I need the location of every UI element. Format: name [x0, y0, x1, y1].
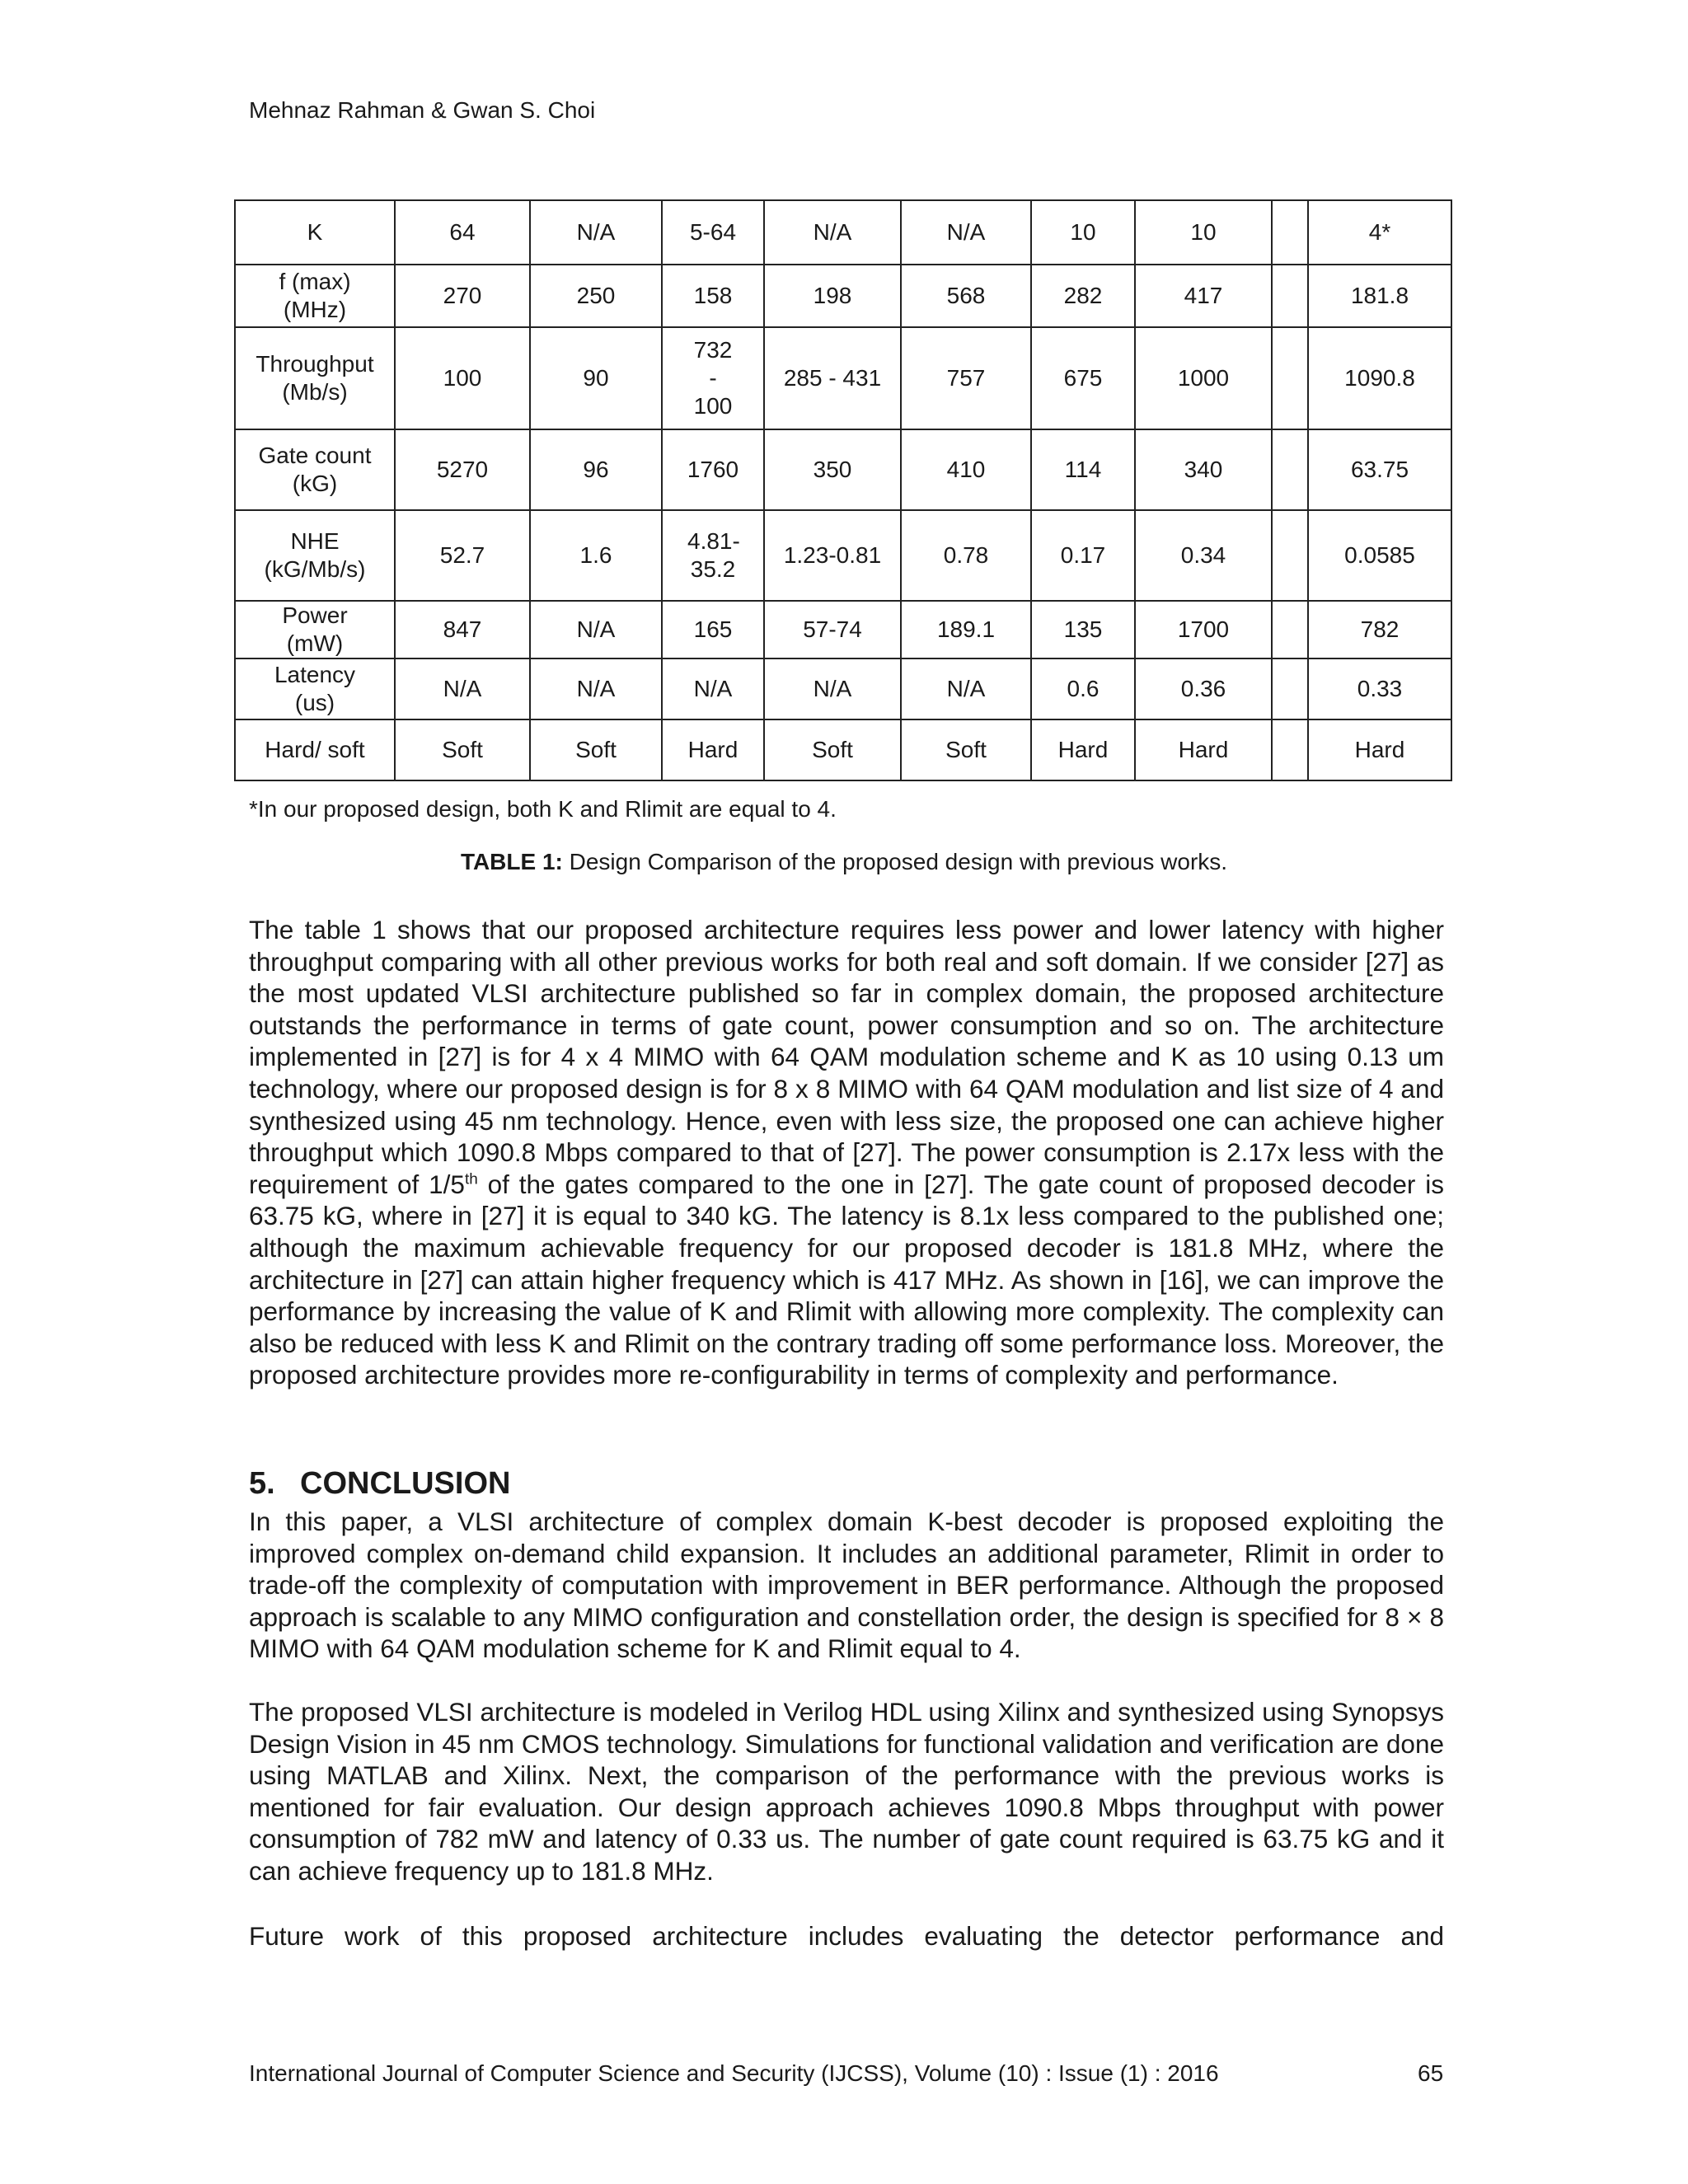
table-cell: 250 — [530, 265, 662, 327]
table-cell: 158 — [662, 265, 764, 327]
row-label-line: Hard/ soft — [265, 737, 365, 762]
row-label — [235, 429, 395, 510]
table-cell: 96 — [530, 429, 662, 510]
table-cell: 0.78 — [901, 510, 1031, 601]
row-label-line: (us) — [294, 690, 335, 715]
row-label-line: (kG) — [292, 471, 338, 496]
table-cell: 63.75 — [1308, 429, 1451, 510]
paragraph-discussion — [249, 914, 1444, 1391]
table-caption — [0, 849, 1688, 875]
row-label-line: Power — [282, 602, 348, 628]
table-row — [235, 601, 1451, 658]
paragraph-conclusion-3: Future work of this proposed architecture includes evaluating the detector performance and — [249, 1921, 1444, 1951]
row-label-line: Latency — [274, 662, 356, 687]
table-cell: 135 — [1031, 601, 1135, 658]
table-cell: Soft — [530, 719, 662, 780]
table-cell — [1272, 719, 1308, 780]
table-cell: 10 — [1031, 200, 1135, 265]
table-cell: N/A — [530, 658, 662, 719]
table-cell: Hard — [662, 719, 764, 780]
row-label — [235, 719, 395, 780]
table-cell: 0.6 — [1031, 658, 1135, 719]
table-cell: N/A — [764, 658, 901, 719]
table-cell — [1272, 200, 1308, 265]
table-cell: N/A — [530, 200, 662, 265]
table-cell: Hard — [1308, 719, 1451, 780]
row-label — [235, 265, 395, 327]
row-label-line: (MHz) — [283, 297, 347, 322]
table-cell: 340 — [1135, 429, 1272, 510]
table-cell: 0.34 — [1135, 510, 1272, 601]
paragraph-discussion-part1: The table 1 shows that our proposed architecture requires less power and lower latency with higher throughput comparing with all other previous works for both real and soft domain. If we consider [27] as the most updated VLSI architecture published so far in complex domain, the proposed architecture outstands the performance in terms of gate count, power consumption and so on. The architecture implemented in [27] is for 4 x 4 MIMO with 64 QAM modulation scheme and K as 10 using 0.13 um technology, where our proposed design is for 8 x 8 MIMO with 64 QAM modulation and list size of 4 and synthesized using 45 nm technology. Hence, even with less size, the proposed one can achieve higher throughput which 1090.8 Mbps compared to that of [27]. The power consumption is 2.17x less with the requirement of 1/5 — [249, 915, 1444, 1199]
table-cell: 732 - 100 — [662, 327, 764, 429]
row-label — [235, 200, 395, 265]
table-cell: N/A — [395, 658, 530, 719]
table-row — [235, 327, 1451, 429]
table-row — [235, 265, 1451, 327]
section-heading — [249, 1465, 510, 1502]
table-cell — [1272, 601, 1308, 658]
table-cell — [1272, 429, 1308, 510]
table-row — [235, 200, 1451, 265]
caption-label: TABLE 1: — [460, 849, 563, 874]
row-label-line: Gate count — [258, 443, 372, 468]
table-cell: 285 - 431 — [764, 327, 901, 429]
table-row — [235, 658, 1451, 719]
table-cell: 5-64 — [662, 200, 764, 265]
table-cell — [1272, 658, 1308, 719]
table-cell: 1760 — [662, 429, 764, 510]
paragraph-conclusion-1: In this paper, a VLSI architecture of complex domain K-best decoder is proposed exploiting the improved complex on-demand child expansion. It includes an additional parameter, Rlimit in order to trade-off the complexity of computation with improvement in BER performance. Although the proposed approach is scalable to any MIMO configuration and constellation order, the design is specified for 8 × 8 MIMO with 64 QAM modulation scheme for K and Rlimit equal to 4. — [249, 1507, 1444, 1664]
table-cell: N/A — [764, 200, 901, 265]
table-cell: 0.0585 — [1308, 510, 1451, 601]
table-cell: 0.36 — [1135, 658, 1272, 719]
row-label-line: (mW) — [286, 630, 344, 656]
paragraph-conclusion-2: The proposed VLSI architecture is modeled in Verilog HDL using Xilinx and synthesized using Synopsys Design Vision in 45 nm CMOS technology. Simulations for functional validation and verification are done using MATLAB and Xilinx. Next, the comparison of the performance with the previous works is mentioned for fair evaluation. Our design approach achieves 1090.8 Mbps throughput with power consumption of 782 mW and latency of 0.33 us. The number of gate count required is 63.75 kG and it can achieve frequency up to 181.8 MHz. — [249, 1697, 1444, 1886]
row-label-line: (Mb/s) — [282, 379, 348, 405]
section-number: 5. — [249, 1466, 275, 1501]
table-cell — [1272, 327, 1308, 429]
table-cell: 1000 — [1135, 327, 1272, 429]
table-cell: Hard — [1031, 719, 1135, 780]
table-cell: 847 — [395, 601, 530, 658]
table-cell: 1.6 — [530, 510, 662, 601]
table-cell: 270 — [395, 265, 530, 327]
paragraph-discussion-part2: of the gates compared to the one in [27]. The gate count of proposed decoder is 63.75 kG, where in [27] it is equal to 340 kG. The latency is 8.1x less compared to the published one; although the maximum achievable frequency for our proposed decoder is 181.8 MHz, where the architecture in [27] can attain higher frequency which is 417 MHz. As shown in [16], we can improve the performance by increasing the value of K and Rlimit with allowing more complexity. The complexity can also be reduced with less K and Rlimit on the contrary trading off some performance loss. Moreover, the proposed architecture provides more re-configurability in terms of complexity and performance. — [249, 1169, 1444, 1390]
table-cell: 0.33 — [1308, 658, 1451, 719]
table-cell: 64 — [395, 200, 530, 265]
table-row — [235, 510, 1451, 601]
caption-text: Design Comparison of the proposed design with previous works. — [569, 849, 1228, 874]
row-label-line: K — [307, 219, 323, 245]
row-label-line: (kG/Mb/s) — [264, 556, 366, 582]
table-cell: N/A — [901, 658, 1031, 719]
table-cell: 4* — [1308, 200, 1451, 265]
table-cell: 5270 — [395, 429, 530, 510]
running-header: Mehnaz Rahman & Gwan S. Choi — [249, 97, 596, 123]
page-number: 65 — [1418, 2060, 1444, 2086]
table-cell: 1090.8 — [1308, 327, 1451, 429]
table-cell: 165 — [662, 601, 764, 658]
section-title: CONCLUSION — [300, 1466, 511, 1501]
table-cell: 1.23-0.81 — [764, 510, 901, 601]
row-label-line: NHE — [290, 528, 340, 554]
table-cell: 757 — [901, 327, 1031, 429]
table-cell: N/A — [530, 601, 662, 658]
table-cell: N/A — [901, 200, 1031, 265]
table-cell — [1272, 265, 1308, 327]
table-cell: 52.7 — [395, 510, 530, 601]
table-row — [235, 429, 1451, 510]
table-cell: 189.1 — [901, 601, 1031, 658]
table-cell: Hard — [1135, 719, 1272, 780]
journal-footer: International Journal of Computer Science and Security (IJCSS), Volume (10) : Issue (1) : 2016 — [249, 2060, 1219, 2086]
superscript-th: th — [464, 1170, 478, 1188]
table-row — [235, 719, 1451, 780]
table-cell: 198 — [764, 265, 901, 327]
row-label-line: f (max) — [279, 269, 351, 294]
table-cell: 417 — [1135, 265, 1272, 327]
table-cell: 410 — [901, 429, 1031, 510]
table-cell: 100 — [395, 327, 530, 429]
table-cell: 568 — [901, 265, 1031, 327]
table-cell — [1272, 510, 1308, 601]
table-cell: 181.8 — [1308, 265, 1451, 327]
table-cell: 282 — [1031, 265, 1135, 327]
table-cell: Soft — [395, 719, 530, 780]
table-cell: 675 — [1031, 327, 1135, 429]
table-cell: 90 — [530, 327, 662, 429]
table-cell: 1700 — [1135, 601, 1272, 658]
table-cell: 0.17 — [1031, 510, 1135, 601]
table-cell: Soft — [764, 719, 901, 780]
table-cell: 114 — [1031, 429, 1135, 510]
row-label — [235, 327, 395, 429]
row-label — [235, 658, 395, 719]
row-label — [235, 510, 395, 601]
table-cell: 782 — [1308, 601, 1451, 658]
comparison-table — [234, 199, 1452, 781]
row-label — [235, 601, 395, 658]
table-footnote: *In our proposed design, both K and Rlimit are equal to 4. — [249, 796, 837, 822]
table-cell: N/A — [662, 658, 764, 719]
table-cell: 350 — [764, 429, 901, 510]
row-label-line: Throughput — [256, 351, 374, 377]
table-cell: Soft — [901, 719, 1031, 780]
table-cell: 4.81- 35.2 — [662, 510, 764, 601]
table-cell: 57-74 — [764, 601, 901, 658]
table-cell: 10 — [1135, 200, 1272, 265]
